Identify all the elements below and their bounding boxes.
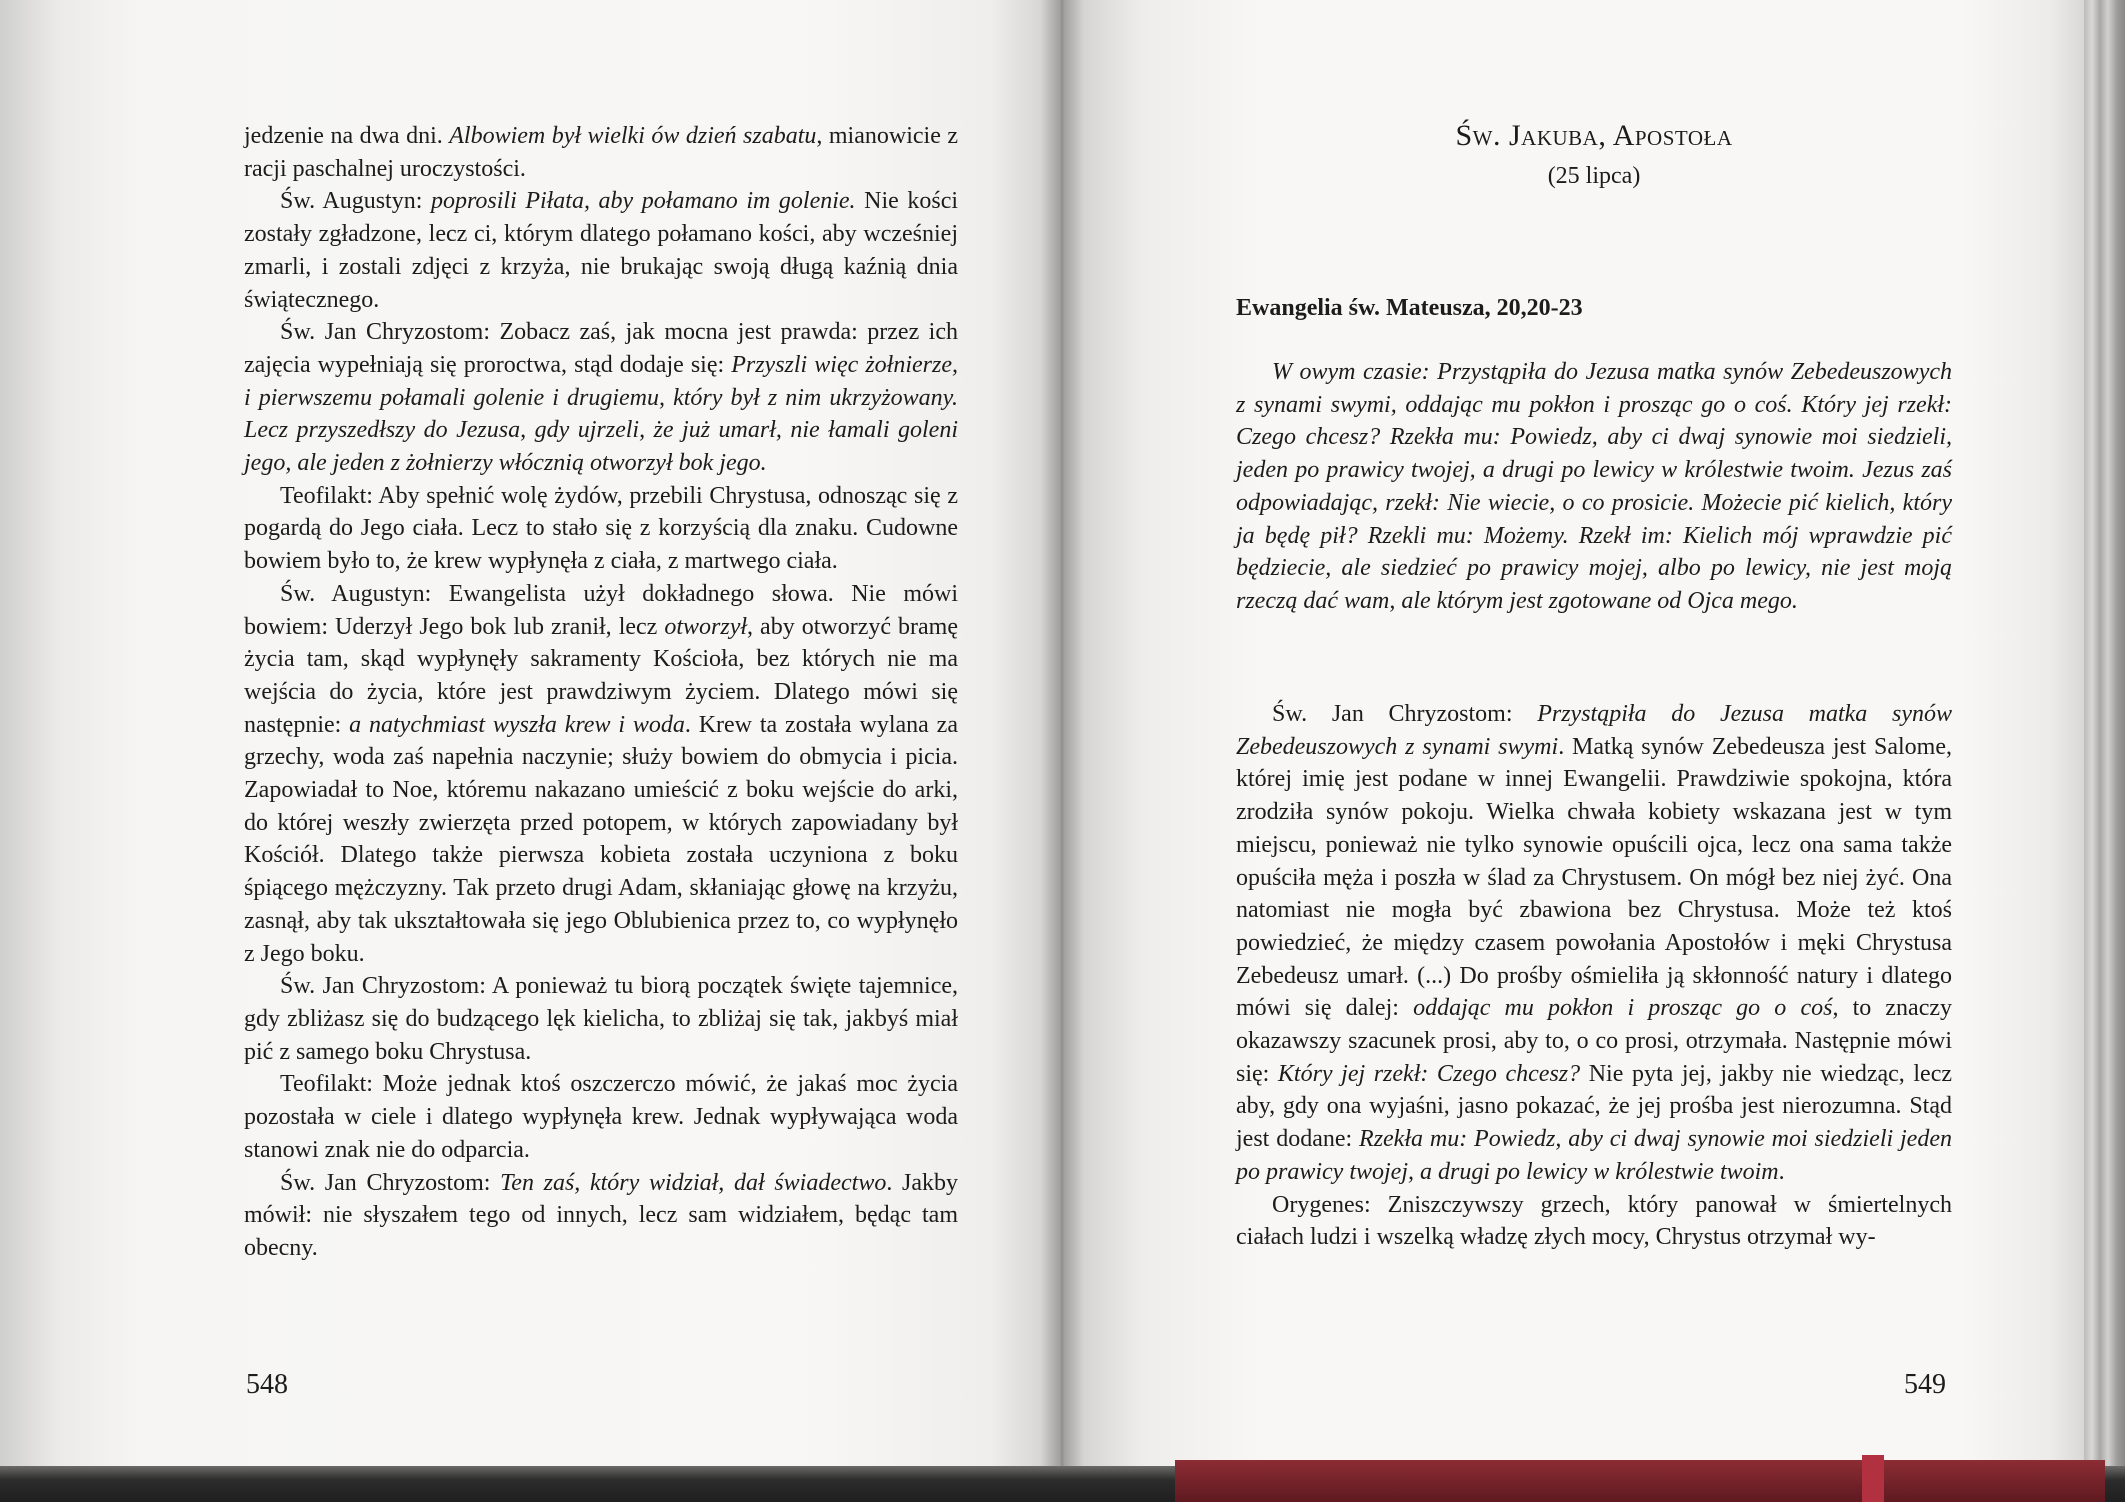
italic-run: Przyszli więc żołnierze, i pierwszemu połamali golenie i drugiemu, który był z nim ukrzyżowany. Lecz przyszedłszy do Jezusa, gdy ujrzeli, że już umarł, nie łamali goleni jego, ale jeden z żołnierzy włócznią otworzył bok jego. xyxy=(244,351,958,477)
italic-run: Rzekła mu: Powiedz, aby ci dwaj synowie moi siedzieli jeden po prawicy twojej, a drugi po lewicy w królestwie twoim xyxy=(1236,1126,1952,1185)
text-run: Św. Jan Chryzostom: A ponieważ tu biorą początek święte tajemnice, gdy zbliżasz się do budzącego lęk kielicha, to zbliżaj się tak, jakbyś miał pić z samego boku Chrystusa. xyxy=(244,973,958,1065)
italic-run: Przystąpiła do Jezusa matka synów Zebedeuszowych z synami swymi xyxy=(1236,701,1952,760)
text-run: , aby otworzyć bramę życia tam, skąd wypłynęły sakramenty Kościoła, bez których nie ma wejścia do życia, które jest prawdziwym życiem. Dlatego mówi się następnie: xyxy=(244,613,959,738)
italic-run: Ten zaś, który widział, dał świadectwo xyxy=(500,1169,887,1196)
gospel-paragraph: W owym czasie: Przystąpiła do Jezusa matka synów Zebedeuszowych z synami swymi, oddając mu pokłon i prosząc go o coś. Który jej rzekł: Czego chcesz? Rzekła mu: Powiedz, aby ci dwaj synowie moi siedzieli, jeden po prawicy twojej, a drugi po lewicy w królestwie twoim. Jezus zaś odpowiadając, rzekł: Nie wiecie, o co prosicie. Możecie pić kielich, który ja będę pił? Rzekli mu: Możemy. Rzekł im: Kielich mój wprawdzie pić będziecie, ale siedzieć po prawicy mojej, albo po lewicy, nie jest moją rzeczą dać wam, ale którym jest zgotowane od Ojca mego. xyxy=(1236,359,1952,614)
paragraph xyxy=(244,316,958,480)
chapter-title-text: Św. Jakuba, Apostoła xyxy=(1455,119,1733,152)
paragraph xyxy=(244,578,958,970)
text-run: . xyxy=(1778,1158,1785,1185)
right-page-text xyxy=(1236,698,1952,1254)
left-page-text xyxy=(244,120,958,1265)
italic-run: poprosili Piłata, aby połamano im golenie. xyxy=(430,188,856,215)
page-number-right: 549 xyxy=(1904,1369,1946,1400)
paragraph xyxy=(244,1167,958,1265)
bookmark-ribbon xyxy=(1175,1460,2105,1502)
text-run: Nie pyta jej, jakby nie wiedząc, lecz aby, gdy ona wyjaśni, jasno pokazać, że jej prośba jest nierozumna. Stąd jest dodane: xyxy=(1236,1060,1952,1153)
page-edges xyxy=(2084,0,2125,1472)
text-run: , to znaczy okazawszy szacunek prosi, aby to, o co prosi, otrzymała. Następnie mówi się: xyxy=(1236,995,1953,1087)
text-run: , mianowicie z racji paschalnej uroczystości. xyxy=(244,123,959,182)
text-run: . Matką synów Zebedeusza jest Salome, której imię jest podane w innej Ewangelii. Prawdziwie spokojna, która zrodziła synów pokoju. Wielka chwała kobiety wskazana jest w tym miejscu, ponieważ nie tylko synowie opuścili ojca, lecz ona sama także opuściła męża i poszła w ślad za Chrystusem. On mógł bez niej żyć. Ona natomiast nie mogła być zbawiona bez Chrystusa. Może też ktoś powiedzieć, że między czasem powołania Apostołów i męki Chrystusa Zebedeusz umarł. (...) Do prośby ośmieliła ją skłonność natury i dlatego mówi się dalej: xyxy=(1236,733,1952,1022)
paragraph xyxy=(244,120,958,185)
text-run: Św. Augustyn: xyxy=(280,188,431,215)
text-run: Teofilakt: Może jednak ktoś oszczerczo mówić, że jakaś moc życia pozostała w ciele i dlatego wypłynęła krew. Jednak wypływająca woda stanowi znak nie do odparcia. xyxy=(244,1071,958,1163)
paragraph xyxy=(244,970,958,1068)
italic-run: oddając mu pokłon i prosząc go o coś xyxy=(1413,995,1833,1022)
book-gutter xyxy=(1040,0,1084,1472)
text-run: Św. Jan Chryzostom: Zobacz zaś, jak mocna jest prawda: przez ich zajęcia wypełniają się proroctwa, stąd dodaje się: xyxy=(244,319,958,378)
text-run: Św. Jan Chryzostom: xyxy=(280,1169,501,1196)
paragraph xyxy=(244,1068,958,1166)
text-run: Orygenes: Zniszczywszy grzech, który panował w śmiertelnych ciałach ludzi i wszelką władzę złych mocy, Chrystus otrzymał wy- xyxy=(1236,1191,1952,1251)
text-run: Nie kości zostały zgładzone, lecz ci, którym dlatego połamano kości, aby wcześniej zmarli, i zostali zdjęci z krzyża, nie brukając swoją długą kaźnią dnia świątecznego. xyxy=(244,188,959,313)
text-run: . Krew ta została wylana za grzechy, woda zaś napełnia naczynie; służy bowiem do obmycia i picia. Zapowiadał to Noe, któremu nakazano umieścić z boku wejście do arki, do której weszły zwierzęta przed potopem, w których zapowiadany był Kościół. Dlatego także pierwsza kobieta została uczyniona z boku śpiącego mężczyzny. Tak przeto drugi Adam, skłaniając głowę na krzyżu, zasnął, aby tak ukształtowała się jego Oblubienica przez to, co wypłynęło z Jego boku. xyxy=(244,711,958,967)
chapter-date: (25 lipca) xyxy=(1547,163,1641,189)
chapter-title xyxy=(1236,118,1952,154)
text-run: . Jakby mówił: nie słyszałem tego od innych, lecz sam widziałem, będąc tam obecny. xyxy=(244,1169,958,1261)
italic-run: Który jej rzekł: Czego chcesz? xyxy=(1277,1060,1581,1087)
gospel-heading: Ewangelia św. Mateusza, 20,20-23 xyxy=(1236,295,1583,321)
text-run: Św. Augustyn: Ewangelista użył dokładnego słowa. Nie mówi bowiem: Uderzył Jego bok lub zranił, lecz xyxy=(244,580,958,640)
text-run: Teofilakt: Aby spełnić wolę żydów, przebili Chrystusa, odnosząc się z pogardą do Jego ciała. Lecz to stało się z korzyścią dla znaku. Cudowne bowiem było to, że krew wypłynęła z ciała, z martwego ciała. xyxy=(244,482,958,575)
text-run: Św. Jan Chryzostom: xyxy=(1272,701,1538,727)
paragraph xyxy=(244,480,958,578)
italic-run: otworzył xyxy=(664,613,748,640)
paragraph xyxy=(244,185,958,316)
italic-run: Albowiem był wielki ów dzień szabatu xyxy=(449,123,817,149)
page-number-left: 548 xyxy=(246,1369,288,1400)
paragraph xyxy=(1236,698,1952,1189)
gospel-passage xyxy=(1236,356,1952,618)
text-run: jedzenie na dwa dni. xyxy=(244,123,450,149)
paragraph xyxy=(1236,1189,1952,1254)
bookmark-ribbon-tip xyxy=(1862,1455,1884,1502)
italic-run: a natychmiast wyszła krew i woda xyxy=(349,711,685,738)
